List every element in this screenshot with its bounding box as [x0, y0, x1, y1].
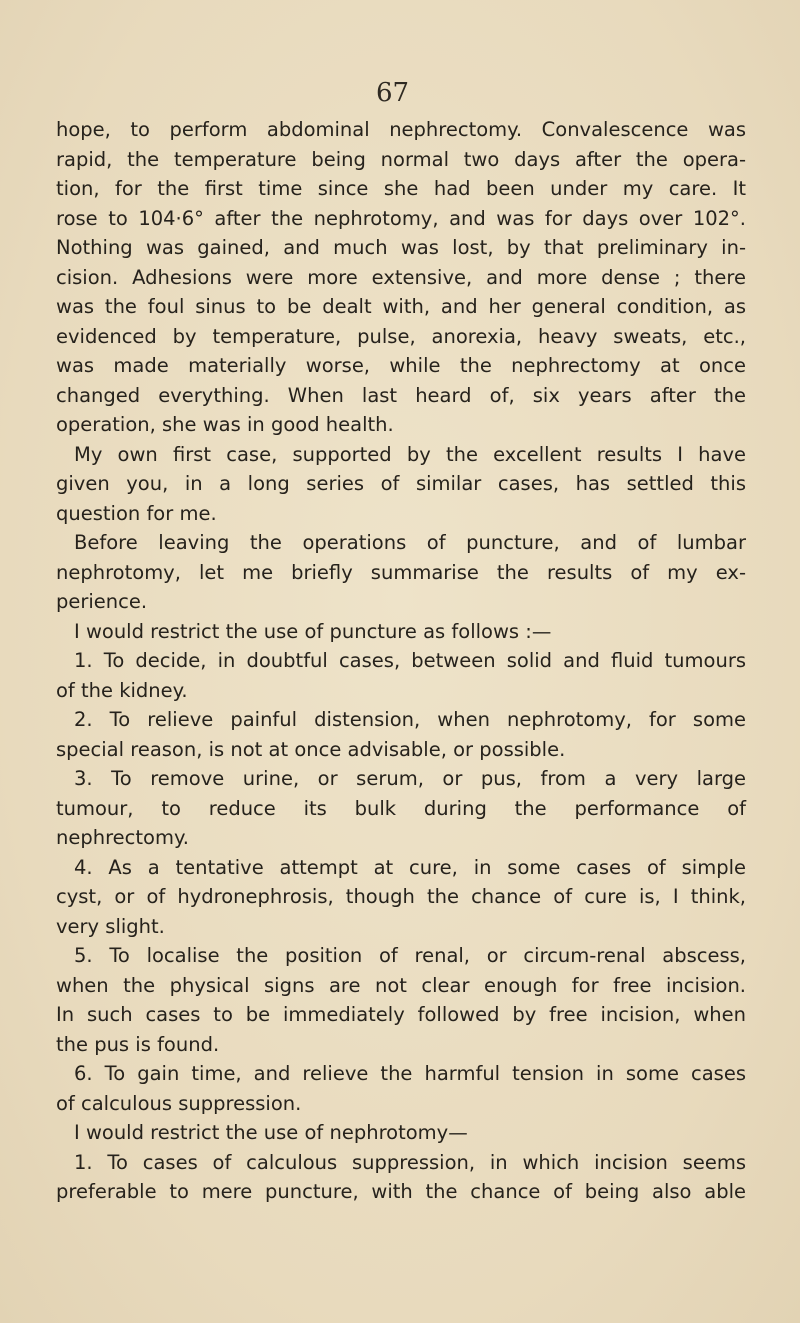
- text-line: tion, for the first time since she had been under my care. It: [56, 177, 746, 200]
- text-line: given you, in a long series of similar cases, has settled this: [56, 472, 746, 495]
- text-line: 6. To gain time, and relieve the harmful tension in some cases: [74, 1062, 746, 1085]
- text-line: I would restrict the use of nephrotomy—: [74, 1121, 468, 1144]
- text-line: cyst, or of hydronephrosis, though the chance of cure is, I think,: [56, 885, 746, 908]
- text-line: rose to 104·6° after the nephrotomy, and was for days over 102°.: [56, 206, 746, 230]
- body-text: [56, 115, 746, 1207]
- text-line: Nothing was gained, and much was lost, by that preliminary in-: [56, 236, 746, 259]
- text-line: 1. To decide, in doubtful cases, between solid and fluid tumours: [74, 649, 746, 672]
- text-line: when the physical signs are not clear enough for free incision.: [56, 973, 746, 997]
- text-line: evidenced by temperature, pulse, anorexia, heavy sweats, etc.,: [56, 324, 746, 348]
- text-line: changed everything. When last heard of, six years after the: [56, 383, 746, 407]
- text-line: hope, to perform abdominal nephrectomy. Convalescence was: [56, 118, 746, 141]
- text-line: was made materially worse, while the nephrectomy at once: [56, 354, 746, 377]
- text-line: rapid, the temperature being normal two days after the opera-: [56, 147, 746, 171]
- text-line: nephrectomy.: [56, 826, 189, 849]
- text-line: preferable to mere puncture, with the chance of being also able: [56, 1180, 746, 1203]
- page-number: 67: [376, 78, 410, 108]
- text-line: operation, she was in good health.: [56, 413, 394, 436]
- text-line: cision. Adhesions were more extensive, and more dense ; there: [56, 265, 746, 289]
- text-line: the pus is found.: [56, 1032, 220, 1056]
- text-line: very slight.: [56, 914, 165, 938]
- text-line: nephrotomy, let me briefly summarise the results of my ex-: [56, 560, 746, 584]
- text-line: of the kidney.: [56, 678, 188, 702]
- text-line: 4. As a tentative attempt at cure, in some cases of simple: [74, 855, 746, 879]
- text-line: special reason, is not at once advisable, or possible.: [56, 737, 566, 761]
- text-line: Before leaving the operations of puncture, and of lumbar: [74, 531, 746, 554]
- text-line: I would restrict the use of puncture as follows :—: [74, 619, 552, 643]
- text-line: was the foul sinus to be dealt with, and her general condition, as: [56, 295, 746, 318]
- text-line: My own first case, supported by the excellent results I have: [74, 442, 746, 466]
- text-line: 1. To cases of calculous suppression, in which incision seems: [74, 1150, 746, 1174]
- text-line: In such cases to be immediately followed by free incision, when: [56, 1003, 746, 1026]
- text-line: of calculous suppression.: [56, 1091, 302, 1115]
- text-line: perience.: [56, 590, 148, 613]
- text-line: 3. To remove urine, or serum, or pus, from a very large: [74, 767, 746, 790]
- text-line: question for me.: [56, 501, 217, 525]
- text-line: 2. To relieve painful distension, when nephrotomy, for some: [74, 708, 746, 731]
- text-line: tumour, to reduce its bulk during the performance of: [56, 796, 746, 820]
- text-line: 5. To localise the position of renal, or circum-renal abscess,: [74, 944, 746, 967]
